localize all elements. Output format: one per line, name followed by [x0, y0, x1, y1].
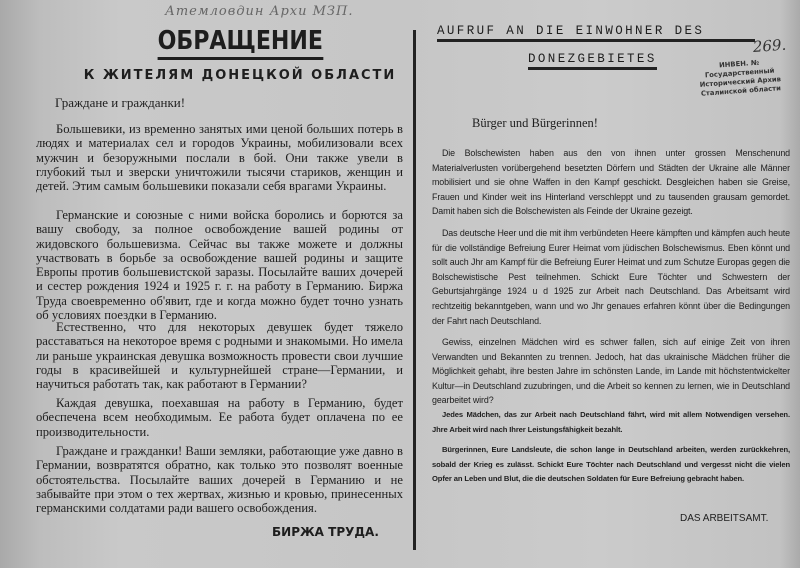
russian-paragraph: Естественно, что для некоторых девушек будет тяжело расставаться на некоторое время с родными и знакомыми. Но имела ли раньше украинская девушка возможность провести свои лучшие годы в красивейшей и культурнейшей стране—Германии, и научиться работать так, как работают в Германии? [36, 320, 403, 392]
column-divider [413, 30, 416, 550]
german-signature: DAS ARBEITSAMT. [680, 513, 769, 524]
german-paragraph: Das deutsche Heer und die mit ihm verbündeten Heere kämpften und kämpfen auch heute für die vollständige Befreiung Eurer Heimat vom jüdischen Bolschewismus. Eben könnt und sollt auch Jhr am Kampf für die Befreiung Eurer Heimat und zum Schutze Europas gegen die Bolschewistische Pest teilnehmen. Schickt Eure Töchter und Schwestern der Geburtsjahrgänge 1924 u d 1925 zur Arbeit nach Deutschland. Das Arbeitsamt wird rechtzeitig bekanntgeben, wann und wo Jhr genaues erfahren könnt über die Bedingungen der Fahrt nach Deutschland. [432, 228, 790, 326]
russian-paragraph: Большевики, из временно занятых ими ценой больших потерь в людях и материалах сел и городов Украины, мобилизовали всех мужчин и безоружными послали в бой. Они также увели в глубокий тыл и зверски уничтожили тысячи стариков, женщин и детей. Этим самым большевики показали себя врагами Украины. [36, 122, 403, 194]
stamp-label: ИНВЕН. № [718, 58, 760, 70]
stamp-number: 269. [752, 35, 787, 57]
german-paragraph: Gewiss, einzelnen Mädchen wird es schwer fallen, sich auf einige Zeit von ihren Verwandten und Bekannten zu trennen. Jedoch, hat das ukrainische Mädchen früher die Möglichkeit gehabt, ihre besten Jahre im schönsten Lande, im Lande mit höchstentwickelter Kultur—in Deutschland zuzubringen, und die Arbeit so kennen zu lernen, wie in Deutschland gearbeitet wird? [432, 337, 790, 406]
archive-stamp [684, 35, 796, 100]
stamp-text: Государственный Исторический Архив Сталинской области [699, 66, 782, 98]
german-paragraph: Die Bolschewisten haben aus den von ihnen unter grossen Menschenund Materialverlusten vorübergehend besetzten Dörfern und Städten der Ukraine alle Männer mobilisiert und sie ohne Waffen in den Kampf geschickt. Desgleichen haben sie Greise, Frauen und Kinder weit ins Hinterland verschleppt und zu tausenden grausam gemordet. Damit haben sich die Bolschewisten als Feinde der Ukraine gezeigt. [432, 148, 790, 217]
russian-signature: БИРЖА ТРУДА. [272, 525, 379, 539]
russian-paragraph: Каждая девушка, поехавшая на работу в Германию, будет обеспечена всем необходимым. Ее работа будет оплачена по ее производительности. [36, 396, 403, 439]
russian-subtitle: К ЖИТЕЛЯМ ДОНЕЦКОЙ ОБЛАСТИ [83, 68, 397, 83]
german-paragraph: Bürgerinnen, Eure Landsleute, die schon lange in Deutschland arbeiten, werden zurückkehren, sobald der Krieg es zulässt. Schickt Eure Töchter nach Deutschland und vergesst nicht die vielen Opfer an Leben und Blut, die die deutschen Soldaten für Eure Befreiung gebracht haben. [432, 445, 790, 483]
german-paragraph: Jedes Mädchen, das zur Arbeit nach Deutschland fährt, wird mit allem Notwendigen versehen. Jhre Arbeit wird nach Ihrer Leistungsfähigkeit bezahlt. [432, 410, 790, 434]
russian-title [70, 26, 410, 60]
russian-paragraph: Граждане и гражданки! Ваши земляки, работающие уже давно в Германии, возвратятся обратно, как только это позволят военные обстоятельства. Посылайте ваших дочерей в Германию и не забывайте при этом о тех жертвах, жизнью и кровью, принесенных германскими солдатами ради вашего освобождения. [36, 444, 403, 516]
german-title-line2: DONEZGEBIETES [528, 52, 657, 70]
german-title-line1: AUFRUF AN DIE EINWOHNER DES [437, 24, 755, 42]
russian-paragraph: Германские и союзные с ними войска боролись и борются за вашу свободу, за полное освобождение вашей родины от жидовского большевизма. Сейчас вы также можете и должны участвовать в борьбе за освобождение вашей родины и защите Европы против большевистской заразы. Посылайте ваших дочерей и сестер рождения 1924 и 1925 г. г. на работу в Германию. Биржа Труда своевременно об'явит, где и когда можно будет точно узнать об условиях поездки в Германию. [36, 208, 403, 323]
german-greeting: Bürger und Bürgerinnen! [472, 116, 598, 130]
handwritten-note: Атемловдин Архи МЗП. [165, 4, 354, 19]
russian-greeting: Граждане и гражданки! [55, 95, 186, 110]
russian-title-text: ОБРАЩЕНИЕ [157, 26, 322, 60]
